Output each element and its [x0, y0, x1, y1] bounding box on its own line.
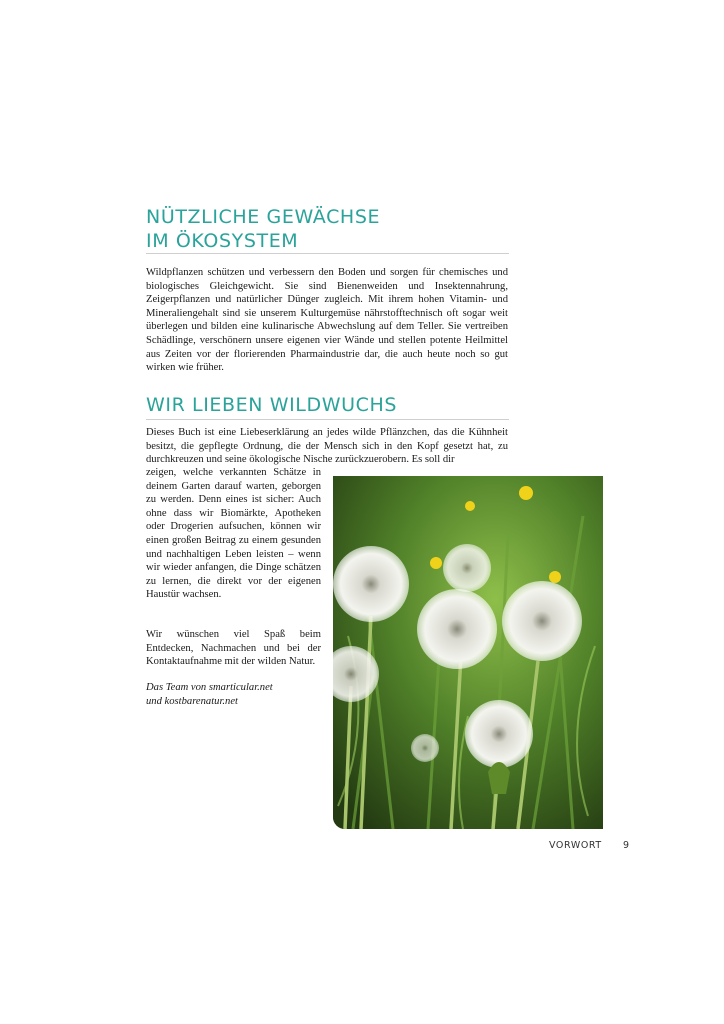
heading-line: NÜTZLICHE GEWÄCHSE: [146, 206, 381, 228]
section-heading-wir-lieben-wildwuchs: WIR LIEBEN WILDWUCHS: [146, 394, 398, 416]
body-paragraph: zeigen, welche verkannten Schätze in deinem Garten darauf warten, geborgen zu werden. Denn eines ist sicher: Auch ohne dass wir Biomärkte, Apotheken oder Drogerien aufsuchen, können wir einen großen Beitrag zu einem gesunden und nachhaltigen Leben leisten – wenn wir wieder anfangen, die Dinge schätzen zu lernen, die direkt vor der eigenen Haustür wachsen.: [146, 467, 321, 601]
body-paragraph: Wildpflanzen schützen und verbessern den Boden und sorgen für chemisches und biologisches Gleichgewicht. Sie sind Bienenweiden und Insektennahrung, Zeigerpflanzen und natürlicher Dünger zugleich. Mit ihrem hohen Vitamin- und Mineraliengehalt sind sie unserem Kulturgemüse nährstofftechnisch oft sogar weit überlegen und bilden eine kulinarische Abwechslung auf dem Teller. Sie vertreiben Schädlinge, verschönern unsere eigenen vier Wände und stellen potente Heilmittel aus Zeiten vor der florierenden Pharmaindustrie dar, die auch heute noch so gut wirken wie früher.: [146, 267, 508, 374]
signature: [146, 681, 326, 708]
heading-divider: [146, 419, 509, 420]
section-heading-nuetzliche-gewaechse: [146, 205, 380, 253]
heading-line: IM ÖKOSYSTEM: [146, 230, 299, 252]
dandelion-photo: [333, 476, 603, 829]
running-footer-section: VORWORT: [549, 840, 602, 851]
body-paragraph: Dieses Buch ist eine Liebeserklärung an jedes wilde Pflänzchen, das die Kühnheit besitzt, die gepflegte Ordnung, die der Mensch sich in den Kopf gesetzt hat, zu durchkreuzen und seine ökologische Nische zurückzuerobern. Es soll dir: [146, 427, 508, 466]
page-number: 9: [623, 840, 630, 851]
signature-line: und kostbarenatur.net: [146, 695, 239, 707]
heading-divider: [146, 253, 509, 254]
closing-paragraph: Wir wünschen viel Spaß beim Entdecken, Nachmachen und bei der Kontaktaufnahme mit der wilden Natur.: [146, 629, 321, 668]
signature-line: Das Team von smarticular.net: [146, 682, 273, 693]
